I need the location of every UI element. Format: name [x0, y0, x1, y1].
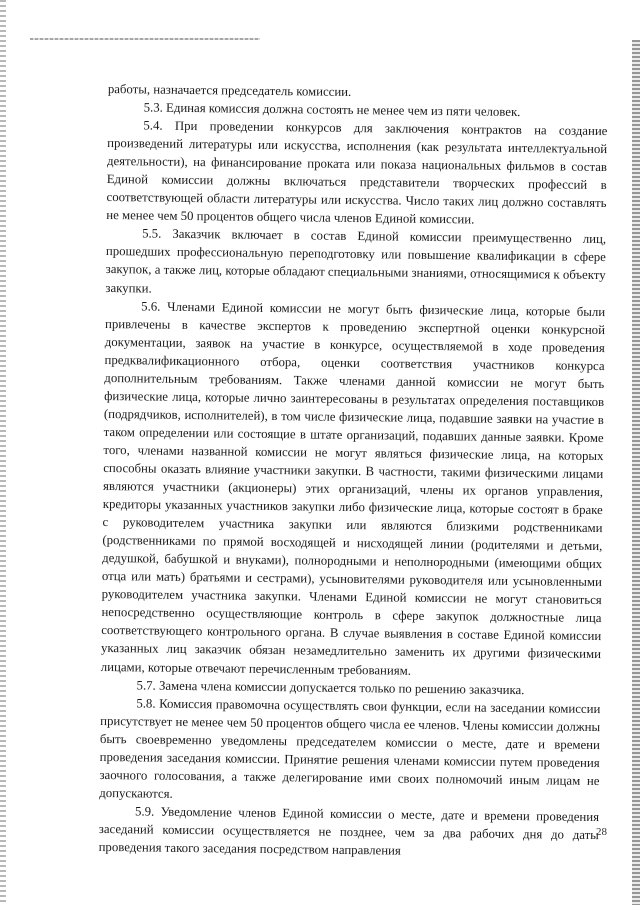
- scan-edge-left: [0, 0, 6, 905]
- paragraph-5-4: 5.4. При проведении конкурсов для заключения контрактов на создание произведений литературы или искусства, исполнения (как результата интеллектуальной деятельности), на финансирование проката или показа национальных фильмов в состав Единой комиссии должны включаться представители творческих профессий в соответствующей области литературы или искусства. Число таких лиц должно составлять не менее чем 50 процентов общего числа членов Единой комиссии.: [106, 118, 608, 227]
- document-body: [99, 80, 608, 862]
- paragraph-5-7: 5.7. Замена члена комиссии допускается только по решению заказчика.: [136, 677, 525, 697]
- paragraph-5-8: 5.8. Комиссия правомочна осуществлять свои функции, если на заседании комиссии присутствует не менее чем 50 процентов общего числа ее членов. Члены комиссии должны быть своевременно уведомлены председателем комиссии о месте, дате и времени проведения заседания комиссии. Принятие решения членами комиссии путем проведения заочного голосования, а также делегирование ими своих полномочий иным лицам не допускаются.: [99, 695, 601, 801]
- page-number: 28: [596, 826, 607, 838]
- paragraph-5-5: 5.5. Заказчик включает в состав Единой комиссии преимущественно лиц, прошедших профессиональную переподготовку или повышение квалификации в сфере закупок, а также лиц, которые обладают специальными знаниями, относящимися к объекту закупки.: [105, 226, 607, 296]
- paragraph-continuation: работы, назначается председатель комиссии.: [107, 81, 352, 99]
- paragraph-5-6: 5.6. Членами Единой комиссии не могут быть физические лица, которые были привлечены в качестве экспертов к проведению экспертной оценки конкурсной документации, заявок на участие в конкурсе, осуществляемой в ходе проведения предквалификационного отбора, оценки соответствия участников конкурса дополнительным требованиям. Также членами данной комиссии не могут быть физические лица, которые лично заинтересованы в результатах определения поставщиков (подрядчиков, исполнителей), в том числе физические лица, подавшие заявки на участие в таком определении или состоящие в штате организаций, подавших данные заявки. Кроме того, членами названной комиссии не могут являться физические лица, на которых способны оказать влияние участники закупки. В частности, такими физическими лицами являются участники (акционеры) этих организаций, члены их органов управления, кредиторы указанных участников закупки либо физические лица, которые состоят в браке с руководителем участника закупки или являются близкими родственниками (родственниками по прямой восходящей и нисходящей линии (родителями и детьми, дедушкой, бабушкой и внуками), полнородными и неполнородными (имеющими общих отца или мать) братьями и сестрами), усыновителями руководителя или усыновленными руководителем участника закупки. Членами Единой комиссии не могут становиться непосредственно осуществляющие контроль в сфере закупок должностные лица соответствующего контрольного органа. В случае выявления в составе Единой комиссии указанных лиц заказчик обязан незамедлительно заменить их другими физическими лицами, которые отвечают перечисленным требованиям.: [100, 298, 606, 678]
- paragraph-5-3: 5.3. Единая комиссия должна состоять не менее чем из пяти человек.: [143, 100, 521, 120]
- scan-edge-right: [632, 40, 640, 905]
- scan-artifact-top: [30, 38, 260, 40]
- paragraph-5-9: 5.9. Уведомление членов Единой комиссии о месте, дате и времени проведения заседаний комиссии осуществляется не позднее, чем за два рабочих дня до даты проведения такого заседания посредством направления: [98, 804, 600, 858]
